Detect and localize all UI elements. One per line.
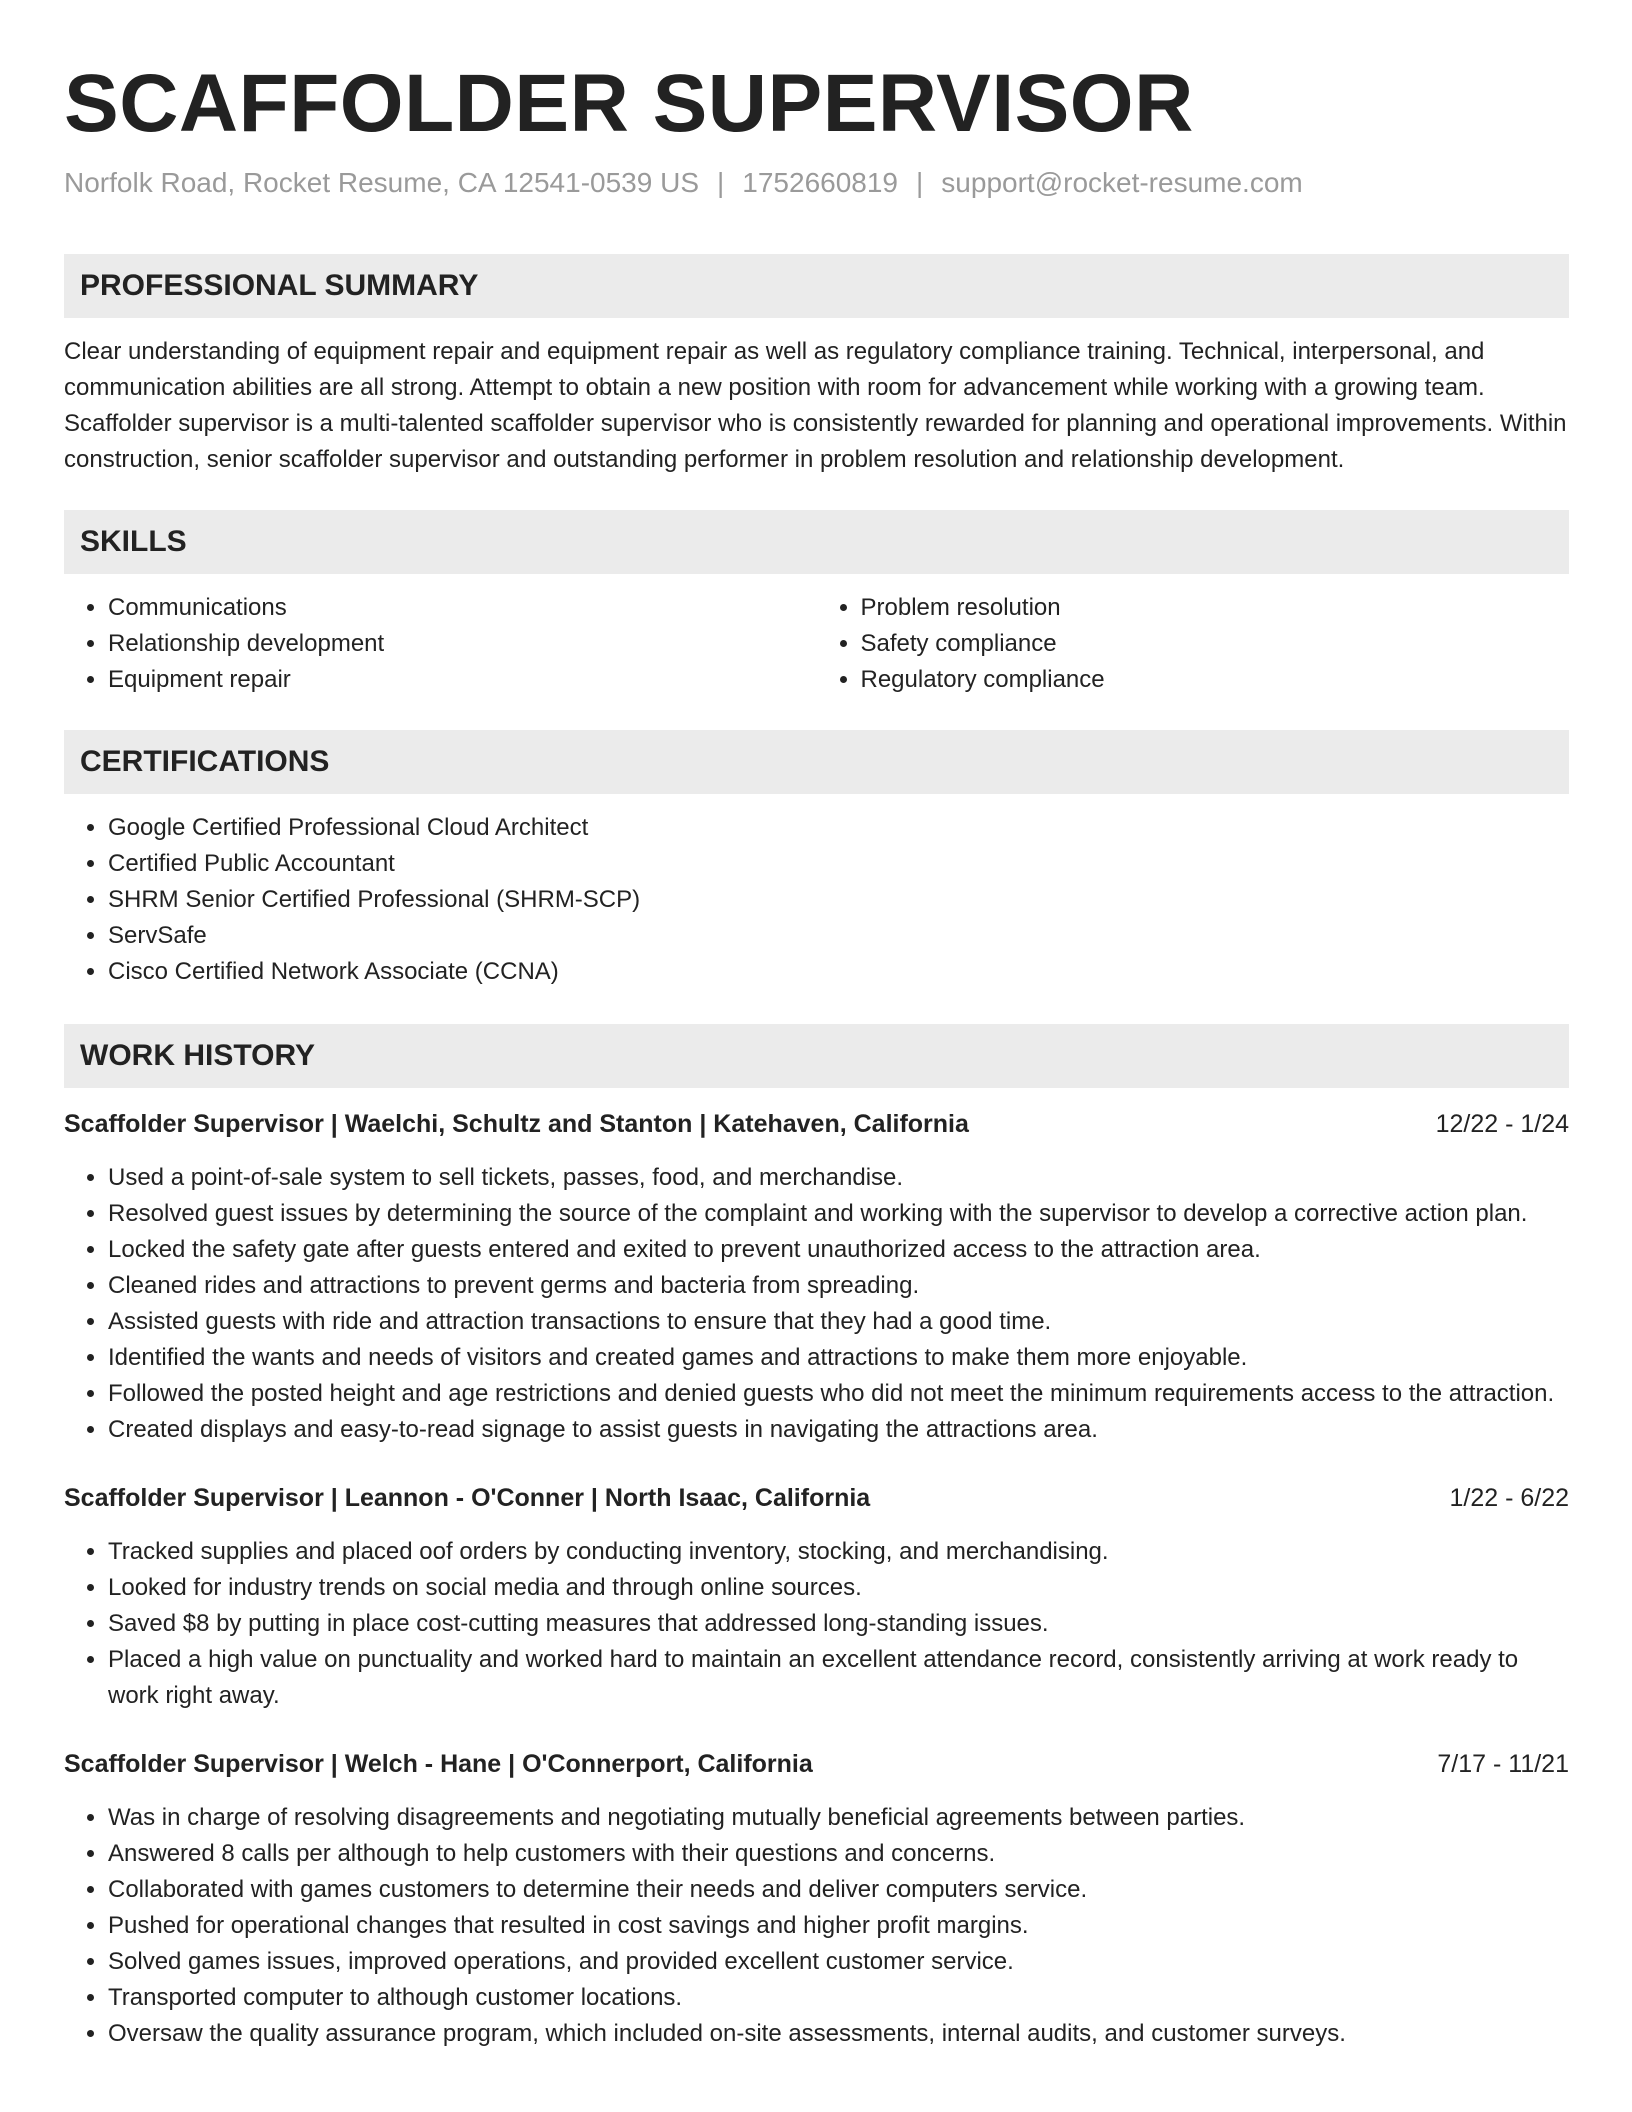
job-bullet: • Answered 8 calls per although to help customers with their questions and concerns. [108,1836,1569,1872]
job-bullet: • Oversaw the quality assurance program, which included on-site assessments, internal audits, and customer surveys. [108,2016,1569,2052]
job-bullet: • Tracked supplies and placed oof orders by conducting inventory, stocking, and merchandising. [108,1534,1569,1570]
job-header [64,1746,1569,1782]
job-bullet: • Collaborated with games customers to determine their needs and deliver computers service. [108,1872,1569,1908]
job-bullets [64,1160,1569,1448]
certification-item: • Google Certified Professional Cloud Architect [108,810,1569,846]
certification-item: • Certified Public Accountant [108,846,1569,882]
work-history-list [64,1106,1569,2052]
job-entry [64,1106,1569,1448]
certification-item: • Cisco Certified Network Associate (CCNA) [108,954,1569,990]
job-entry [64,1746,1569,2052]
skill-item: • Regulatory compliance [861,662,1570,698]
job-bullet: • Looked for industry trends on social media and through online sources. [108,1570,1569,1606]
job-title: Scaffolder Supervisor | Leannon - O'Conner | North Isaac, California [64,1484,871,1512]
section-heading-certifications: CERTIFICATIONS [64,730,1569,794]
job-header [64,1106,1569,1142]
job-header [64,1480,1569,1516]
job-bullet: • Used a point-of-sale system to sell tickets, passes, food, and merchandise. [108,1160,1569,1196]
job-bullet: • Created displays and easy-to-read signage to assist guests in navigating the attractions area. [108,1412,1569,1448]
job-dates: 1/22 - 6/22 [1449,1484,1569,1512]
certification-item: • ServSafe [108,918,1569,954]
skills-column-right [817,590,1570,698]
job-entry [64,1480,1569,1714]
contact-phone: 1752660819 [742,167,899,198]
job-dates: 7/17 - 11/21 [1437,1750,1569,1778]
certifications-list [64,810,1569,990]
skill-item: • Communications [108,590,817,626]
skill-item: • Safety compliance [861,626,1570,662]
skills-column-left [64,590,817,698]
contact-email: support@rocket-resume.com [941,167,1303,198]
job-bullet: • Cleaned rides and attractions to prevent germs and bacteria from spreading. [108,1268,1569,1304]
section-heading-skills: SKILLS [64,510,1569,574]
contact-address: Norfolk Road, Rocket Resume, CA 12541-0539 US [64,167,699,198]
job-bullet: • Identified the wants and needs of visitors and created games and attractions to make them more enjoyable. [108,1340,1569,1376]
job-title: Scaffolder Supervisor | Waelchi, Schultz and Stanton | Katehaven, California [64,1110,969,1138]
job-bullets [64,1800,1569,2052]
job-bullet: • Was in charge of resolving disagreements and negotiating mutually beneficial agreements between parties. [108,1800,1569,1836]
summary-text: Clear understanding of equipment repair and equipment repair as well as regulatory compliance training. Technical, interpersonal, and communication abilities are all strong. Attempt to obtain a new position with room for advancement while working with a growing team. Scaffolder supervisor is a multi-talented scaffolder supervisor who is consistently rewarded for planning and operational improvements. Within construction, senior scaffolder supervisor and outstanding performer in problem resolution and relationship development. [64,338,1567,473]
job-title: Scaffolder Supervisor | Welch - Hane | O'Connerport, California [64,1750,813,1778]
job-dates: 12/22 - 1/24 [1435,1110,1569,1138]
job-bullet: • Placed a high value on punctuality and worked hard to maintain an excellent attendance record, consistently arriving at work ready to work right away. [108,1642,1569,1714]
contact-separator: | [717,167,725,198]
section-heading-work-history: WORK HISTORY [64,1024,1569,1088]
job-bullet: • Solved games issues, improved operations, and provided excellent customer service. [108,1944,1569,1980]
job-bullet: • Followed the posted height and age restrictions and denied guests who did not meet the minimum requirements access to the attraction. [108,1376,1569,1412]
candidate-name: SCAFFOLDER SUPERVISOR [64,58,1194,149]
section-heading-summary: PROFESSIONAL SUMMARY [64,254,1569,318]
job-bullet: • Pushed for operational changes that resulted in cost savings and higher profit margins. [108,1908,1569,1944]
skill-item: • Equipment repair [108,662,817,698]
job-bullet: • Saved $8 by putting in place cost-cutting measures that addressed long-standing issues. [108,1606,1569,1642]
skill-item: • Relationship development [108,626,817,662]
job-bullet: • Transported computer to although customer locations. [108,1980,1569,2016]
contact-line [64,166,1569,200]
job-bullet: • Resolved guest issues by determining the source of the complaint and working with the supervisor to develop a corrective action plan. [108,1196,1569,1232]
skills-list [64,590,1569,698]
job-bullet: • Locked the safety gate after guests entered and exited to prevent unauthorized access to the attraction area. [108,1232,1569,1268]
job-bullet: • Assisted guests with ride and attraction transactions to ensure that they had a good time. [108,1304,1569,1340]
skill-item: • Problem resolution [861,590,1570,626]
job-bullets [64,1534,1569,1714]
certification-item: • SHRM Senior Certified Professional (SHRM-SCP) [108,882,1569,918]
contact-separator: | [916,167,924,198]
